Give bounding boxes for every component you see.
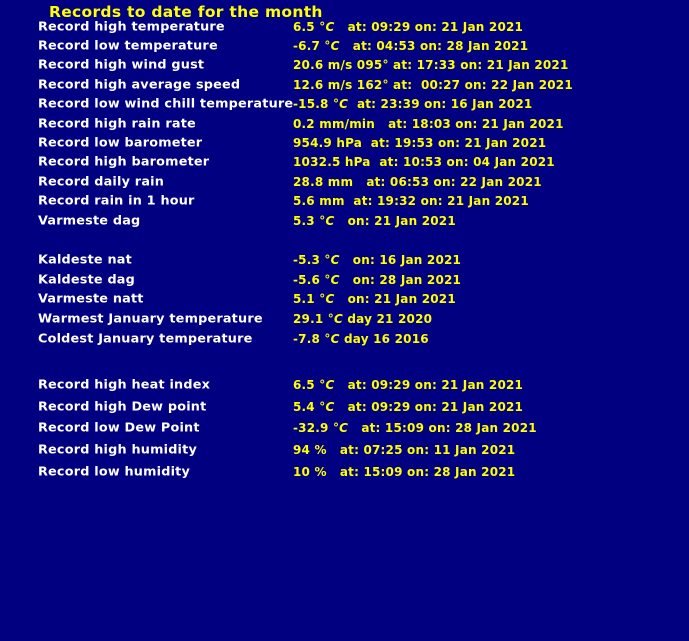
record-row (0, 17, 689, 36)
page-title: Records to date for the month (49, 3, 323, 21)
record-value: 28.8 mm at: 06:53 on: 22 Jan 2021 (293, 174, 542, 189)
record-value: 20.6 m/s 095° at: 17:33 on: 21 Jan 2021 (293, 58, 569, 73)
record-row (0, 396, 689, 418)
record-value: -5.6 °C on: 28 Jan 2021 (293, 272, 462, 287)
record-value: 5.1 °C on: 21 Jan 2021 (293, 292, 456, 307)
record-row (0, 56, 689, 75)
record-value: 10 % at: 15:09 on: 28 Jan 2021 (293, 465, 516, 480)
record-row (0, 250, 689, 270)
record-value: -15.8 °C at: 23:39 on: 16 Jan 2021 (293, 97, 533, 112)
record-label: Record daily rain (38, 174, 165, 190)
record-label: Coldest January temperature (38, 331, 253, 347)
record-label: Record high rain rate (38, 116, 196, 132)
record-row (0, 270, 689, 290)
record-label: Record high temperature (38, 19, 225, 35)
record-row (0, 133, 689, 152)
record-label: Record high average speed (38, 77, 241, 93)
record-value: 6.5 °C at: 09:29 on: 21 Jan 2021 (293, 377, 524, 392)
section-heat-dew-humidity-records (0, 374, 689, 483)
record-row (0, 418, 689, 440)
record-label: Record high wind gust (38, 57, 205, 73)
record-label: Varmeste dag (38, 213, 141, 229)
record-row (0, 374, 689, 396)
record-value: 12.6 m/s 162° at: 00:27 on: 22 Jan 2021 (293, 77, 573, 92)
record-label: Record rain in 1 hour (38, 193, 195, 209)
record-row (0, 290, 689, 310)
record-value: 1032.5 hPa at: 10:53 on: 04 Jan 2021 (293, 155, 555, 170)
record-row (0, 36, 689, 55)
record-label: Record high barometer (38, 154, 210, 170)
record-value: -32.9 °C at: 15:09 on: 28 Jan 2021 (293, 421, 537, 436)
record-label: Record low Dew Point (38, 420, 200, 436)
record-row (0, 153, 689, 172)
record-value: -5.3 °C on: 16 Jan 2021 (293, 252, 462, 267)
record-row (0, 309, 689, 329)
record-row (0, 75, 689, 94)
record-label: Kaldeste dag (38, 272, 136, 288)
record-value: 954.9 hPa at: 19:53 on: 21 Jan 2021 (293, 136, 547, 151)
record-value: 5.6 mm at: 19:32 on: 21 Jan 2021 (293, 194, 529, 209)
record-label: Record high heat index (38, 377, 211, 393)
record-value: -6.7 °C at: 04:53 on: 28 Jan 2021 (293, 39, 529, 54)
record-row (0, 95, 689, 114)
record-value: -7.8 °C day 16 2016 (293, 332, 429, 347)
record-value: 0.2 mm/min at: 18:03 on: 21 Jan 2021 (293, 116, 564, 131)
record-label: Kaldeste nat (38, 252, 132, 268)
record-row (0, 172, 689, 191)
record-value: 6.5 °C at: 09:29 on: 21 Jan 2021 (293, 19, 524, 34)
record-row (0, 192, 689, 211)
section-day-night-records (0, 250, 689, 349)
record-label: Record low barometer (38, 135, 203, 151)
record-label: Varmeste natt (38, 291, 144, 307)
record-value: 94 % at: 07:25 on: 11 Jan 2021 (293, 443, 516, 458)
record-label: Record high Dew point (38, 399, 207, 415)
record-value: 5.4 °C at: 09:29 on: 21 Jan 2021 (293, 399, 524, 414)
record-label: Record low humidity (38, 464, 191, 480)
section-monthly-records (0, 17, 689, 230)
record-row (0, 114, 689, 133)
record-label: Record high humidity (38, 442, 198, 458)
record-value: 5.3 °C on: 21 Jan 2021 (293, 213, 456, 228)
record-value: 29.1 °C day 21 2020 (293, 312, 433, 327)
record-row (0, 439, 689, 461)
record-row (0, 461, 689, 483)
record-row (0, 211, 689, 230)
record-label: Record low wind chill temperature (38, 96, 294, 112)
record-label: Warmest January temperature (38, 311, 263, 327)
record-label: Record low temperature (38, 38, 218, 54)
record-row (0, 329, 689, 349)
